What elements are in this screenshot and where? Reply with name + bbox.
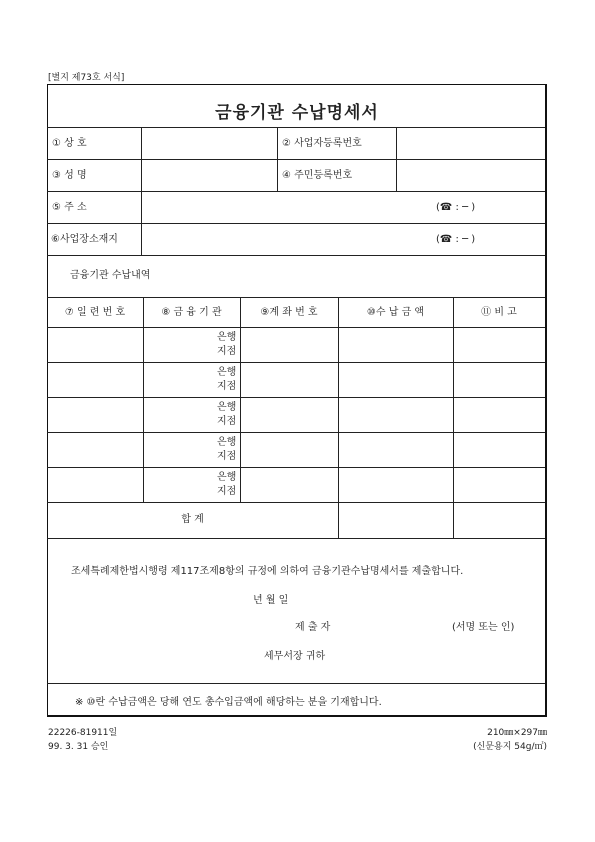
- divider: [453, 297, 454, 538]
- form-code: [별지 제73호 서식]: [48, 73, 125, 83]
- divider: [47, 297, 545, 298]
- declaration-text: 조세특례제한법시행령 제117조제8항의 규정에 의하여 금융기관수납명세서를 제출합니다.: [71, 566, 464, 577]
- divider: [141, 127, 142, 255]
- divider: [47, 467, 545, 468]
- header-bank: ⑧ 금 융 기 관: [161, 307, 222, 318]
- signature-label: (서명 또는 인): [452, 622, 515, 633]
- recipient-label: 세무서장 귀하: [264, 651, 326, 662]
- label-company: ① 상 호: [52, 138, 87, 149]
- divider: [47, 127, 545, 128]
- divider: [277, 127, 278, 191]
- divider: [47, 397, 545, 398]
- row-bank: 은행: [217, 472, 237, 483]
- total-label: 합 계: [181, 514, 204, 525]
- label-business-no: ② 사업자등록번호: [282, 138, 362, 149]
- divider: [47, 255, 545, 256]
- divider: [47, 159, 545, 160]
- note-text: ※ ⑩란 수납금액은 당해 연도 총수입금액에 해당하는 분을 기재합니다.: [75, 697, 382, 708]
- label-workplace: ⑥사업장소재지: [51, 234, 118, 245]
- footer-approval: 99. 3. 31 승인: [48, 742, 109, 752]
- row-branch: 지점: [217, 451, 237, 462]
- label-address: ⑤ 주 소: [52, 202, 87, 213]
- divider: [338, 297, 339, 538]
- divider: [47, 191, 545, 192]
- divider: [47, 502, 545, 503]
- declaration-date: 년 월 일: [253, 595, 289, 606]
- row-bank: 은행: [217, 332, 237, 343]
- divider: [240, 297, 241, 502]
- divider: [143, 297, 144, 502]
- form-title: 금융기관 수납명세서: [215, 103, 379, 123]
- row-branch: 지점: [217, 346, 237, 357]
- footer-paper: (신문용지 54g/㎡): [473, 742, 547, 752]
- label-resident-no: ④ 주민등록번호: [282, 170, 353, 181]
- phone-label-address: (☎ : ─ ): [436, 202, 476, 213]
- row-bank: 은행: [217, 437, 237, 448]
- row-branch: 지점: [217, 381, 237, 392]
- label-name: ③ 성 명: [52, 170, 87, 181]
- row-branch: 지점: [217, 416, 237, 427]
- header-account: ⑨계 좌 번 호: [260, 307, 318, 318]
- submitter-label: 제 출 자: [295, 622, 331, 633]
- header-serial: ⑦ 일 련 번 호: [64, 307, 126, 318]
- divider: [47, 538, 545, 539]
- divider: [47, 327, 545, 328]
- divider: [47, 683, 545, 684]
- footer-size: 210㎜×297㎜: [487, 728, 547, 738]
- section-label: 금융기관 수납내역: [70, 270, 151, 281]
- row-bank: 은행: [217, 402, 237, 413]
- footer-code: 22226-81911일: [48, 728, 118, 738]
- row-bank: 은행: [217, 367, 237, 378]
- divider: [396, 127, 397, 191]
- header-remark: ⑪ 비 고: [481, 307, 517, 318]
- divider: [47, 432, 545, 433]
- divider: [47, 362, 545, 363]
- header-amount: ⑩수 납 금 액: [366, 307, 425, 318]
- phone-label-workplace: (☎ : ─ ): [436, 234, 476, 245]
- row-branch: 지점: [217, 486, 237, 497]
- divider: [47, 223, 545, 224]
